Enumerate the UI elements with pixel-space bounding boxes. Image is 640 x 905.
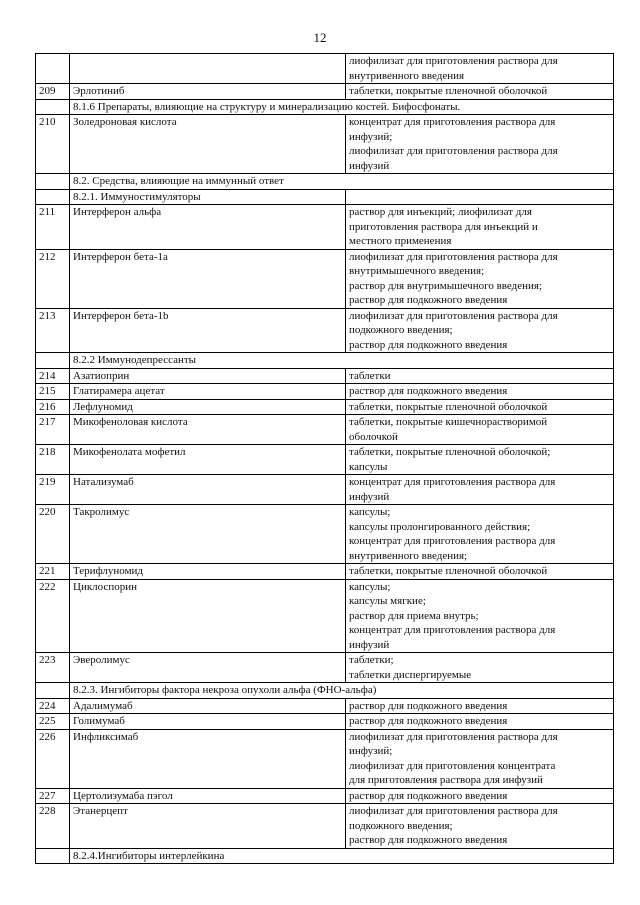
drug-name-cell: Терифлуномид xyxy=(70,564,346,580)
dosage-form-line: капсулы мягкие; xyxy=(349,595,426,607)
empty-number-cell xyxy=(36,353,70,369)
dosage-form-line: раствор для приема внутрь; xyxy=(349,609,479,622)
drug-name-cell: Голимумаб xyxy=(70,714,346,730)
dosage-form-line: таблетки, покрытые кишечнорастворимой xyxy=(349,416,548,428)
dosage-form-line: раствор для подкожного введения xyxy=(349,338,508,351)
dosage-form-line: таблетки, покрытые пленочной оболочкой; xyxy=(349,446,551,458)
dosage-form-line: лиофилизат для приготовления раствора для xyxy=(349,309,558,322)
dosage-form-line: инфузий xyxy=(349,638,390,651)
table-row xyxy=(36,205,614,250)
table-row xyxy=(36,505,614,564)
dosage-form-line: концентрат для приготовления раствора для xyxy=(349,535,556,547)
dosage-form-line: лиофилизат для приготовления раствора для xyxy=(349,145,558,157)
section-heading-row xyxy=(36,353,614,369)
dosage-form-cell xyxy=(346,653,614,683)
drug-list-body xyxy=(36,54,614,864)
drug-name-cell: Натализумаб xyxy=(70,475,346,505)
drug-name-cell: Цертолизумаба пэгол xyxy=(70,788,346,804)
dosage-form-line: таблетки, покрытые пленочной оболочкой xyxy=(349,85,548,97)
dosage-form-line: подкожного введения; xyxy=(349,819,453,832)
row-number-cell: 221 xyxy=(36,564,70,580)
table-row xyxy=(36,115,614,174)
dosage-form-line: оболочкой xyxy=(349,430,398,443)
dosage-form-cell xyxy=(346,505,614,564)
drug-name-cell: Лефлуномид xyxy=(70,399,346,415)
drug-name-cell: Интерферон альфа xyxy=(70,205,346,250)
dosage-form-cell xyxy=(346,788,614,804)
drug-name-cell: Золедроновая кислота xyxy=(70,115,346,174)
table-row xyxy=(36,445,614,475)
dosage-form-cell xyxy=(346,399,614,415)
dosage-form-cell xyxy=(346,368,614,384)
table-row xyxy=(36,653,614,683)
dosage-form-cell xyxy=(346,445,614,475)
dosage-form-line: концентрат для приготовления раствора для xyxy=(349,116,556,128)
table-row xyxy=(36,579,614,653)
table-row xyxy=(36,564,614,580)
dosage-form-line: капсулы xyxy=(349,460,388,473)
empty-number-cell xyxy=(36,189,70,205)
dosage-form-cell xyxy=(346,714,614,730)
row-number-cell: 226 xyxy=(36,729,70,788)
dosage-form-line: концентрат для приготовления раствора для xyxy=(349,624,556,636)
dosage-form-line: таблетки; xyxy=(349,654,394,666)
table-row xyxy=(36,729,614,788)
dosage-form-line: раствор для подкожного введения xyxy=(349,699,508,712)
dosage-form-line: внутривенного введения xyxy=(349,69,465,82)
table-row xyxy=(36,84,614,100)
dosage-form-line: раствор для подкожного введения xyxy=(349,385,508,397)
dosage-form-line: капсулы; xyxy=(349,580,391,593)
dosage-form-cell xyxy=(346,249,614,308)
row-number-cell: 210 xyxy=(36,115,70,174)
table-row xyxy=(36,399,614,415)
drug-name-cell: Эрлотиниб xyxy=(70,84,346,100)
dosage-form-line: лиофилизат для приготовления раствора для xyxy=(349,730,558,743)
dosage-form-line: инфузий; xyxy=(349,130,393,143)
dosage-form-line: внутривенного введения; xyxy=(349,549,468,562)
row-number-cell: 223 xyxy=(36,653,70,683)
section-heading: 8.2.1. Иммуностимуляторы xyxy=(70,189,346,205)
dosage-form-cell xyxy=(346,729,614,788)
dosage-form-line: таблетки xyxy=(349,369,391,382)
section-heading-row xyxy=(36,174,614,190)
empty-form-cell xyxy=(346,189,614,205)
row-number-cell: 218 xyxy=(36,445,70,475)
row-number-cell: 225 xyxy=(36,714,70,730)
table-row xyxy=(36,249,614,308)
section-heading: 8.2. Средства, влияющие на иммунный ответ xyxy=(70,174,614,190)
dosage-form-line: капсулы пролонгированного действия; xyxy=(349,520,531,533)
table-row xyxy=(36,54,614,84)
row-number-cell: 213 xyxy=(36,308,70,353)
row-number-cell: 217 xyxy=(36,415,70,445)
dosage-form-line: лиофилизат для приготовления концентрата xyxy=(349,759,556,772)
drug-name-cell: Интерферон бета-1b xyxy=(70,308,346,353)
dosage-form-line: инфузий xyxy=(349,490,390,503)
section-heading-row xyxy=(36,99,614,115)
drug-name-cell: Такролимус xyxy=(70,505,346,564)
row-number-cell: 216 xyxy=(36,399,70,415)
dosage-form-cell xyxy=(346,579,614,653)
dosage-form-line: раствор для подкожного введения xyxy=(349,715,508,727)
drug-name-cell: Адалимумаб xyxy=(70,698,346,714)
dosage-form-line: капсулы; xyxy=(349,506,391,518)
dosage-form-line: раствор для подкожного введения xyxy=(349,294,508,306)
dosage-form-cell xyxy=(346,84,614,100)
dosage-form-line: раствор для внутримышечного введения; xyxy=(349,279,543,292)
row-number-cell xyxy=(36,54,70,84)
table-row xyxy=(36,788,614,804)
table-row xyxy=(36,384,614,400)
dosage-form-cell xyxy=(346,564,614,580)
dosage-form-line: местного применения xyxy=(349,235,452,247)
row-number-cell: 222 xyxy=(36,579,70,653)
dosage-form-line: таблетки диспергируемые xyxy=(349,668,472,681)
page-number: 12 xyxy=(313,30,327,45)
table-row xyxy=(36,368,614,384)
drug-name-cell: Этанерцепт xyxy=(70,804,346,849)
table-row xyxy=(36,308,614,353)
drug-name-cell: Микофенолата мофетил xyxy=(70,445,346,475)
table-row xyxy=(36,698,614,714)
table-row xyxy=(36,714,614,730)
section-heading: 8.2.3. Ингибиторы фактора некроза опухоли альфа (ФНО-альфа) xyxy=(70,683,614,699)
table-row xyxy=(36,415,614,445)
drug-name-cell: Интерферон бета-1а xyxy=(70,249,346,308)
dosage-form-line: раствор для подкожного введения xyxy=(349,834,508,846)
row-number-cell: 220 xyxy=(36,505,70,564)
row-number-cell: 227 xyxy=(36,788,70,804)
section-heading: 8.1.6 Препараты, влияющие на структуру и минерализацию костей. Бифосфонаты. xyxy=(70,99,614,115)
empty-number-cell xyxy=(36,99,70,115)
dosage-form-line: приготовления раствора для инъекций и xyxy=(349,220,538,233)
dosage-form-cell xyxy=(346,384,614,400)
subsection-heading-row xyxy=(36,189,614,205)
row-number-cell: 224 xyxy=(36,698,70,714)
row-number-cell: 214 xyxy=(36,368,70,384)
dosage-form-line: лиофилизат для приготовления раствора для xyxy=(349,805,558,817)
dosage-form-line: таблетки, покрытые пленочной оболочкой xyxy=(349,565,548,577)
dosage-form-line: подкожного введения; xyxy=(349,324,453,336)
dosage-form-line: концентрат для приготовления раствора для xyxy=(349,476,556,488)
empty-number-cell xyxy=(36,848,70,864)
drug-name-cell: Циклоспорин xyxy=(70,579,346,653)
drug-name-cell: Микофеноловая кислота xyxy=(70,415,346,445)
table-row xyxy=(36,475,614,505)
dosage-form-cell xyxy=(346,115,614,174)
row-number-cell: 228 xyxy=(36,804,70,849)
dosage-form-cell xyxy=(346,308,614,353)
dosage-form-cell xyxy=(346,698,614,714)
table-row xyxy=(36,804,614,849)
empty-number-cell xyxy=(36,683,70,699)
row-number-cell: 215 xyxy=(36,384,70,400)
drug-name-cell: Эверолимус xyxy=(70,653,346,683)
row-number-cell: 211 xyxy=(36,205,70,250)
dosage-form-line: для приготовления раствора для инфузий xyxy=(349,774,543,786)
drug-name-cell: Инфликсимаб xyxy=(70,729,346,788)
drug-list-table xyxy=(35,53,614,864)
row-number-cell: 209 xyxy=(36,84,70,100)
dosage-form-line: лиофилизат для приготовления раствора для xyxy=(349,55,558,67)
empty-number-cell xyxy=(36,174,70,190)
dosage-form-line: раствор для инъекций; лиофилизат для xyxy=(349,206,532,218)
dosage-form-line: инфузий xyxy=(349,159,390,172)
dosage-form-line: внутримышечного введения; xyxy=(349,265,485,277)
row-number-cell: 219 xyxy=(36,475,70,505)
drug-name-cell: Глатирамера ацетат xyxy=(70,384,346,400)
dosage-form-line: раствор для подкожного введения xyxy=(349,789,508,802)
section-heading: 8.2.2 Иммунодепрессанты xyxy=(70,353,614,369)
dosage-form-cell xyxy=(346,475,614,505)
dosage-form-cell xyxy=(346,415,614,445)
section-heading-row xyxy=(36,683,614,699)
dosage-form-line: таблетки, покрытые пленочной оболочкой xyxy=(349,400,548,413)
dosage-form-line: лиофилизат для приготовления раствора для xyxy=(349,250,558,263)
dosage-form-cell xyxy=(346,804,614,849)
dosage-form-cell xyxy=(346,205,614,250)
dosage-form-line: инфузий; xyxy=(349,745,393,757)
section-heading: 8.2.4.Ингибиторы интерлейкина xyxy=(70,848,614,864)
drug-name-cell: Азатиоприн xyxy=(70,368,346,384)
dosage-form-cell xyxy=(346,54,614,84)
section-heading-row xyxy=(36,848,614,864)
row-number-cell: 212 xyxy=(36,249,70,308)
drug-name-cell xyxy=(70,54,346,84)
